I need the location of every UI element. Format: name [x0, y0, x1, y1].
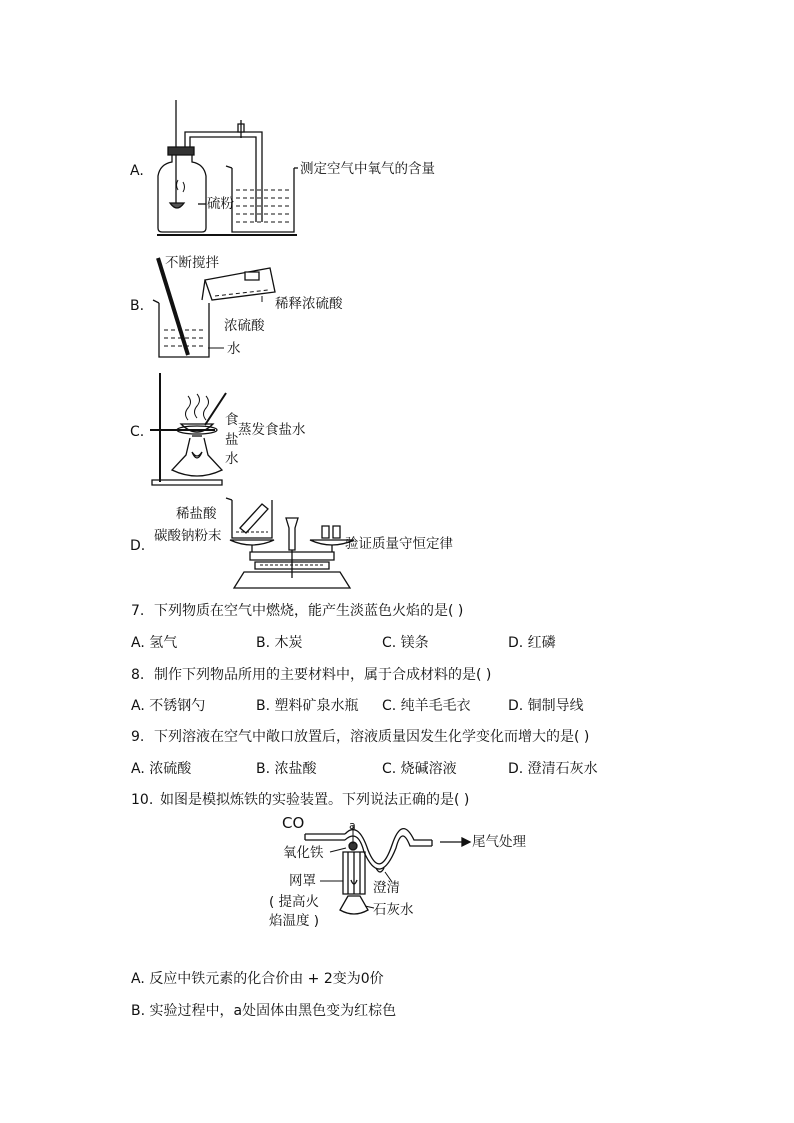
- answer-option-d: D. 澄清石灰水: [508, 761, 598, 777]
- label-co: CO: [282, 814, 305, 832]
- label-mesh-note-1: ( 提高火: [269, 894, 320, 910]
- question-number: 9.: [131, 729, 145, 745]
- option-b-label-water: 水: [227, 341, 241, 357]
- label-mesh: 网罩: [289, 873, 316, 889]
- option-a-caption: 测定空气中氧气的含量: [300, 161, 435, 177]
- question-stem: 如图是模拟炼铁的实验装置。下列说法正确的是( ): [160, 792, 470, 808]
- option-b-letter: B.: [130, 298, 145, 314]
- question-number: 8.: [131, 667, 145, 683]
- label-a: a: [349, 819, 356, 832]
- option-d-caption: 验证质量守恒定律: [345, 536, 453, 552]
- option-c-caption: 蒸发食盐水: [238, 422, 306, 438]
- option-d-letter: D.: [130, 538, 146, 554]
- option-a-letter: A.: [130, 163, 144, 179]
- label-mesh-note-2: 焰温度 ): [269, 913, 320, 929]
- answer-option-c: C. 镁条: [382, 635, 429, 651]
- label-oxide: 氧化铁: [283, 845, 324, 861]
- option-c-letter: C.: [130, 424, 145, 440]
- option-d-label-acid: 稀盐酸: [176, 506, 217, 522]
- question-stem: 制作下列物品所用的主要材料中，属于合成材料的是( ): [154, 667, 492, 683]
- option-a-label-substance: 硫粉: [207, 196, 234, 212]
- answer-option-a: A. 不锈钢勺: [131, 698, 206, 714]
- question-stem: 下列物质在空气中燃烧，能产生淡蓝色火焰的是( ): [154, 603, 464, 619]
- option-c-vertical-3: 水: [225, 451, 239, 467]
- question-stem: 下列溶液在空气中敞口放置后，溶液质量因发生化学变化而增大的是( ): [154, 729, 590, 745]
- option-c-vertical-1: 食: [225, 412, 239, 428]
- answer-option-c: C. 烧碱溶液: [382, 761, 457, 777]
- option-b-label-acid: 浓硫酸: [224, 318, 265, 334]
- label-exhaust: 尾气处理: [472, 834, 526, 850]
- answer-option-b: B. 实验过程中，a处固体由黑色变为红棕色: [131, 1003, 397, 1019]
- answer-option-a: A. 浓硫酸: [131, 761, 192, 777]
- answer-option-d: D. 铜制导线: [508, 698, 584, 714]
- answer-option-d: D. 红磷: [508, 635, 556, 651]
- answer-option-b: B. 木炭: [256, 635, 303, 651]
- option-c-vertical-2: 盐: [225, 432, 239, 448]
- answer-option-a: A. 反应中铁元素的化合价由 + 2变为0价: [131, 971, 384, 987]
- option-b-caption: 稀释浓硫酸: [275, 296, 343, 312]
- option-b-label-stir: 不断搅拌: [165, 255, 219, 271]
- label-limewater-2: 石灰水: [373, 902, 414, 918]
- question-number: 10.: [131, 792, 154, 808]
- question-number: 7.: [131, 603, 145, 619]
- label-limewater-1: 澄清: [373, 880, 400, 896]
- answer-option-b: B. 浓盐酸: [256, 761, 317, 777]
- answer-option-b: B. 塑料矿泉水瓶: [256, 698, 359, 714]
- option-d-label-powder: 碳酸钠粉末: [154, 528, 222, 544]
- answer-option-a: A. 氢气: [131, 635, 178, 651]
- answer-option-c: C. 纯羊毛毛衣: [382, 698, 471, 714]
